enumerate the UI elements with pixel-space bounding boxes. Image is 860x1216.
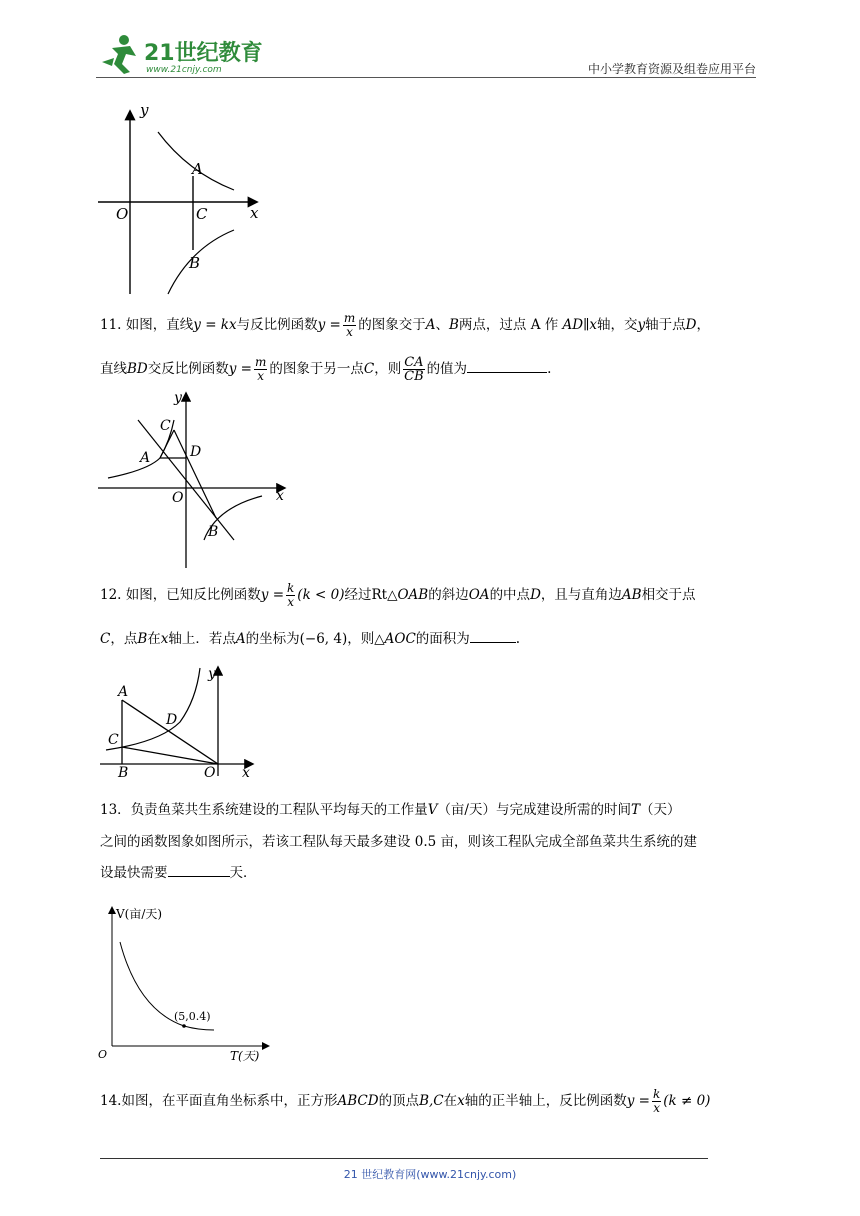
svg-text:A: A bbox=[118, 684, 129, 700]
footer-link[interactable]: 21 世纪教育网(www.21cnjy.com) bbox=[343, 1168, 517, 1181]
svg-text:D: D bbox=[166, 712, 178, 728]
point-marker bbox=[182, 1024, 186, 1028]
figure-10 bbox=[92, 102, 272, 300]
svg-text:A: A bbox=[140, 450, 151, 466]
question-13-line-1: 13．负责鱼菜共生系统建设的工程队平均每天的工作量V（亩/天）与完成建设所需的时间T（天） bbox=[100, 802, 681, 818]
svg-text:T(天): T(天) bbox=[230, 1049, 260, 1063]
svg-text:x: x bbox=[250, 204, 259, 222]
question-13-line-3: 设最快需要 天． bbox=[100, 862, 257, 883]
footer-divider bbox=[100, 1158, 708, 1159]
answer-blank-12[interactable] bbox=[470, 628, 516, 643]
svg-text:www.21cnjy.com: www.21cnjy.com bbox=[146, 65, 222, 75]
question-13-line-2: 之间的函数图象如图所示，若该工程队每天最多建设 0.5 亩，则该工程队完成全部鱼菜共生系统的建 bbox=[100, 834, 698, 850]
figure-13 bbox=[98, 902, 278, 1066]
curve-lower bbox=[168, 230, 234, 294]
svg-text:B: B bbox=[189, 254, 201, 272]
question-12-line-2: C，点B在x轴上．若点A的坐标为(−6, 4)，则△AOC的面积为 . bbox=[100, 628, 520, 649]
site-logo bbox=[96, 32, 266, 76]
question-12-line-1: 12. 如图，已知反比例函数y = $\frac{k}{x}$ (k < 0)经过Rt△OAB的斜边OA的中点D，且与直角边AB相交于点 bbox=[100, 581, 696, 609]
segment-co bbox=[122, 747, 218, 764]
question-11-line-2: 直线BD交反比例函数y = $\frac{m}{x}$ 的图象于另一点C，则 $\frac{CA}{CB}$ 的值为 . bbox=[100, 355, 552, 384]
svg-text:A: A bbox=[192, 160, 203, 178]
svg-text:21世纪教育: 21世纪教育 bbox=[144, 41, 263, 66]
question-11-line-1: 11. 如图，直线y = kx与反比例函数y = $\frac{m}{x}$ 的图象交于A、B两点，过点 A 作 AD∥x轴，交y轴于点D， bbox=[100, 311, 710, 339]
figure-12 bbox=[100, 664, 260, 784]
segment-ca bbox=[160, 430, 174, 458]
svg-text:y: y bbox=[208, 666, 216, 682]
answer-blank-13[interactable] bbox=[168, 862, 230, 877]
svg-text:O: O bbox=[172, 490, 184, 506]
svg-text:C: C bbox=[196, 205, 208, 223]
svg-text:B: B bbox=[118, 765, 129, 781]
svg-text:x: x bbox=[276, 488, 284, 504]
svg-text:V(亩/天): V(亩/天) bbox=[116, 907, 163, 921]
curve bbox=[106, 668, 200, 750]
svg-text:O: O bbox=[204, 765, 216, 781]
svg-text:x: x bbox=[242, 765, 250, 781]
svg-text:O: O bbox=[116, 205, 129, 223]
platform-title: 中小学教育资源及组卷应用平台 bbox=[587, 62, 756, 76]
svg-text:B: B bbox=[208, 524, 219, 540]
answer-blank-11[interactable] bbox=[467, 358, 547, 373]
svg-text:C: C bbox=[108, 732, 119, 748]
header-divider bbox=[96, 77, 756, 78]
svg-text:O: O bbox=[98, 1048, 108, 1061]
svg-text:y: y bbox=[174, 390, 182, 406]
segment-ao bbox=[122, 700, 218, 764]
svg-text:C: C bbox=[160, 418, 171, 434]
figure-11 bbox=[98, 390, 292, 570]
svg-text:(5,0.4): (5,0.4) bbox=[174, 1010, 211, 1023]
svg-text:y: y bbox=[140, 102, 149, 119]
runner-logo-icon bbox=[96, 32, 266, 76]
svg-text:D: D bbox=[190, 444, 202, 460]
question-14-line-1: 14.如图，在平面直角坐标系中，正方形ABCD的顶点B,C在x轴的正半轴上，反比例函数y = $\frac{k}{x}$ (k ≠ 0) bbox=[100, 1087, 711, 1115]
